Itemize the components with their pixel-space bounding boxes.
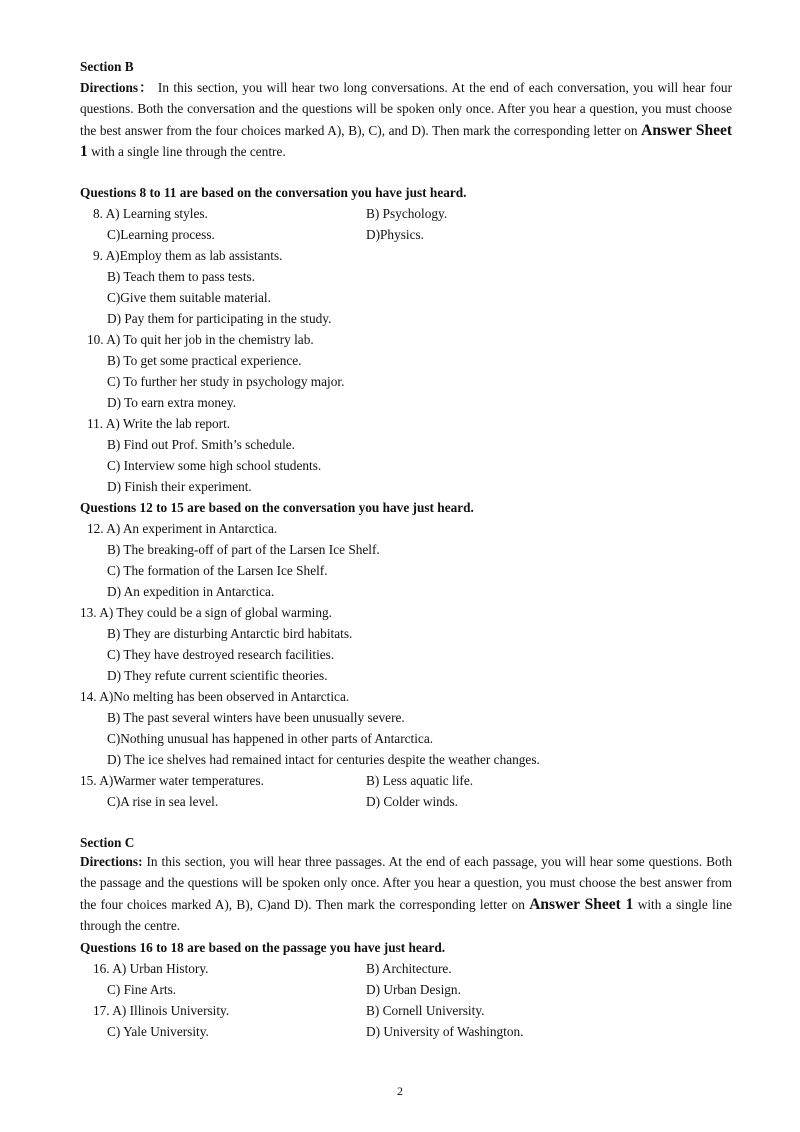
q17-option-c: C) Yale University. [107,1024,209,1039]
directions-tail: with a single line through the centre. [87,143,286,159]
q13-option-a: 13. A) They could be a sign of global warming. [80,605,332,620]
q8-option-c: C)Learning process. [107,227,215,242]
q16-option-d: D) Urban Design. [366,982,461,997]
q8-option-d: D)Physics. [366,227,424,242]
q14-option-c: C)Nothing unusual has happened in other parts of Antarctica. [107,731,434,746]
q10-option-d: D) To earn extra money. [107,395,237,410]
directions-tail: with a single line through the centre. [80,896,732,933]
q17-option-d: D) University of Washington. [366,1024,524,1039]
q13-option-b: B) They are disturbing Antarctic bird habitats. [107,626,353,641]
q9-option-b: B) Teach them to pass tests. [107,269,256,284]
q16-option-b: B) Architecture. [366,961,452,976]
q12-option-a: 12. A) An experiment in Antarctica. [87,521,278,536]
questions-12-15-heading: Questions 12 to 15 are based on the conversation you have just heard. [80,500,474,515]
answer-sheet-label: Answer Sheet 1 [80,121,732,160]
q11-option-a: 11. A) Write the lab report. [87,416,231,431]
page-number: 2 [397,1084,403,1098]
q14-option-d: D) The ice shelves had remained intact for centuries despite the weather changes. [107,752,540,767]
q15-option-c: C)A rise in sea level. [107,794,219,809]
directions-text: In this section, you will hear three passages. At the end of each passage, you will hear some questions. Both the passage and the questions will be spoken only once. After you hear a question, you must choose the best answer from the four choices marked A), B), C)and D). Then mark the corresponding letter on [80,854,732,912]
questions-16-18-heading: Questions 16 to 18 are based on the passage you have just heard. [80,940,446,955]
section-c-title: Section C [80,835,135,850]
q11-option-b: B) Find out Prof. Smith’s schedule. [107,437,296,452]
directions-label: Directions [80,80,139,95]
q10-option-b: B) To get some practical experience. [107,353,302,368]
section-b-directions [80,77,732,162]
directions-separator: ： [138,80,154,95]
q10-option-c: C) To further her study in psychology major. [107,374,345,389]
q16-option-c: C) Fine Arts. [107,982,177,997]
q14-option-b: B) The past several winters have been unusually severe. [107,710,405,725]
q10-option-a: 10. A) To quit her job in the chemistry lab. [87,332,314,347]
q9-option-d: D) Pay them for participating in the study. [107,311,332,326]
q14-option-a: 14. A)No melting has been observed in Antarctica. [80,689,350,704]
q9-option-a: 9. A)Employ them as lab assistants. [93,248,283,263]
directions-text: In this section, you will hear two long conversations. At the end of each conversation, you will hear four questions. Both the conversation and the questions will be spoken only once. After you hear a question, you must choose the best answer from the four choices marked A), B), C), and D). Then mark the corresponding letter on [80,80,732,138]
q15-option-b: B) Less aquatic life. [366,773,474,788]
q15-option-a: 15. A)Warmer water temperatures. [80,773,264,788]
q12-option-d: D) An expedition in Antarctica. [107,584,275,599]
q12-option-c: C) The formation of the Larsen Ice Shelf. [107,563,328,578]
q11-option-d: D) Finish their experiment. [107,479,252,494]
directions-label: Directions: [80,854,143,869]
q17-option-b: B) Cornell University. [366,1003,485,1018]
q16-option-a: 16. A) Urban History. [93,961,209,976]
q8-option-b: B) Psychology. [366,206,448,221]
q13-option-c: C) They have destroyed research facilities. [107,647,335,662]
q13-option-d: D) They refute current scientific theories. [107,668,328,683]
answer-sheet-label: Answer Sheet 1 [529,895,634,913]
section-c-directions [80,851,732,936]
q17-option-a: 17. A) Illinois University. [93,1003,230,1018]
q9-option-c: C)Give them suitable material. [107,290,271,305]
q11-option-c: C) Interview some high school students. [107,458,322,473]
q8-option-a: 8. A) Learning styles. [93,206,208,221]
questions-8-11-heading: Questions 8 to 11 are based on the conversation you have just heard. [80,185,467,200]
q12-option-b: B) The breaking-off of part of the Larsen Ice Shelf. [107,542,380,557]
q15-option-d: D) Colder winds. [366,794,458,809]
section-b-title: Section B [80,59,134,74]
